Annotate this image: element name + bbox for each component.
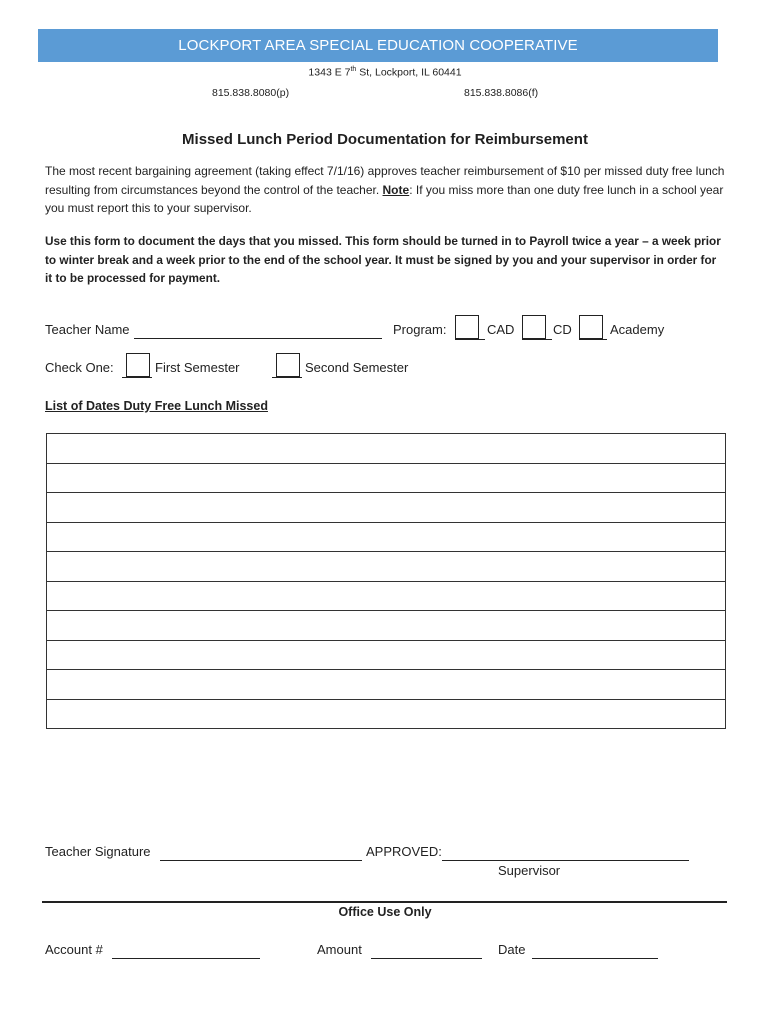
date-input[interactable] xyxy=(532,958,658,959)
date-row[interactable] xyxy=(47,611,725,641)
date-row[interactable] xyxy=(47,523,725,553)
teacher-signature-label: Teacher Signature xyxy=(45,844,151,859)
teacher-name-input[interactable] xyxy=(134,338,382,339)
date-row[interactable] xyxy=(47,582,725,612)
office-separator xyxy=(42,901,727,903)
program-cd-label: CD xyxy=(553,322,572,337)
dates-heading: List of Dates Duty Free Lunch Missed xyxy=(45,399,268,413)
program-cad-label: CAD xyxy=(487,322,515,337)
dates-table xyxy=(46,433,726,729)
address xyxy=(0,66,770,79)
first-semester-label: First Semester xyxy=(155,360,240,375)
second-semester-checkbox[interactable] xyxy=(276,353,300,377)
date-row[interactable] xyxy=(47,700,725,729)
date-row[interactable] xyxy=(47,641,725,671)
phone-number: 815.838.8080(p) xyxy=(212,87,290,99)
fax-number: 815.838.8086(f) xyxy=(464,87,539,99)
approved-label: APPROVED: xyxy=(366,844,442,859)
intro-paragraph xyxy=(45,162,725,218)
date-row[interactable] xyxy=(47,670,725,700)
program-cd-underline xyxy=(522,339,552,340)
date-row[interactable] xyxy=(47,493,725,523)
program-academy-label: Academy xyxy=(610,322,665,337)
program-cad-underline xyxy=(455,339,485,340)
date-label: Date xyxy=(498,942,526,957)
address-city: St, Lockport, IL 60441 xyxy=(356,66,462,79)
org-name-banner: LOCKPORT AREA SPECIAL EDUCATION COOPERATIVE xyxy=(38,29,718,62)
teacher-name-label: Teacher Name xyxy=(45,322,130,337)
intro-note-text: : If you miss more than one duty free lunch in a school year you must report this to your supervisor. xyxy=(45,182,724,215)
supervisor-label: Supervisor xyxy=(498,863,561,878)
teacher-signature-input[interactable] xyxy=(160,860,362,861)
program-label: Program: xyxy=(393,322,447,337)
date-row[interactable] xyxy=(47,464,725,494)
first-semester-underline xyxy=(122,377,152,378)
amount-input[interactable] xyxy=(371,958,482,959)
date-row[interactable] xyxy=(47,552,725,582)
program-cad-checkbox[interactable] xyxy=(455,315,479,339)
account-label: Account # xyxy=(45,942,103,957)
check-one-label: Check One: xyxy=(45,360,114,375)
program-academy-checkbox[interactable] xyxy=(579,315,603,339)
form-title: Missed Lunch Period Documentation for Reimbursement xyxy=(182,131,588,148)
second-semester-underline xyxy=(272,377,302,378)
amount-label: Amount xyxy=(317,942,362,957)
address-suffix: th xyxy=(350,66,357,73)
program-cd-checkbox[interactable] xyxy=(522,315,546,339)
address-street: 1343 E 7 xyxy=(308,66,351,79)
date-row[interactable] xyxy=(47,434,725,464)
program-academy-underline xyxy=(579,339,607,340)
second-semester-label: Second Semester xyxy=(305,360,409,375)
office-use-heading: Office Use Only xyxy=(338,905,432,919)
first-semester-checkbox[interactable] xyxy=(126,353,150,377)
account-input[interactable] xyxy=(112,958,260,959)
instructions-paragraph: Use this form to document the days that you missed. This form should be turned in to Payroll twice a year – a week prior to winter break and a week prior to the end of the school year. It must be signed by you and your supervisor in order for it to be processed for payment. xyxy=(45,234,721,285)
note-label: Note xyxy=(382,182,410,197)
intro-text: The most recent bargaining agreement (taking effect 7/1/16) approves teacher reimbursement of $10 per missed duty free lunch resulting from circumstances beyond the control of the teacher. xyxy=(45,164,725,197)
supervisor-signature-input[interactable] xyxy=(442,860,689,861)
